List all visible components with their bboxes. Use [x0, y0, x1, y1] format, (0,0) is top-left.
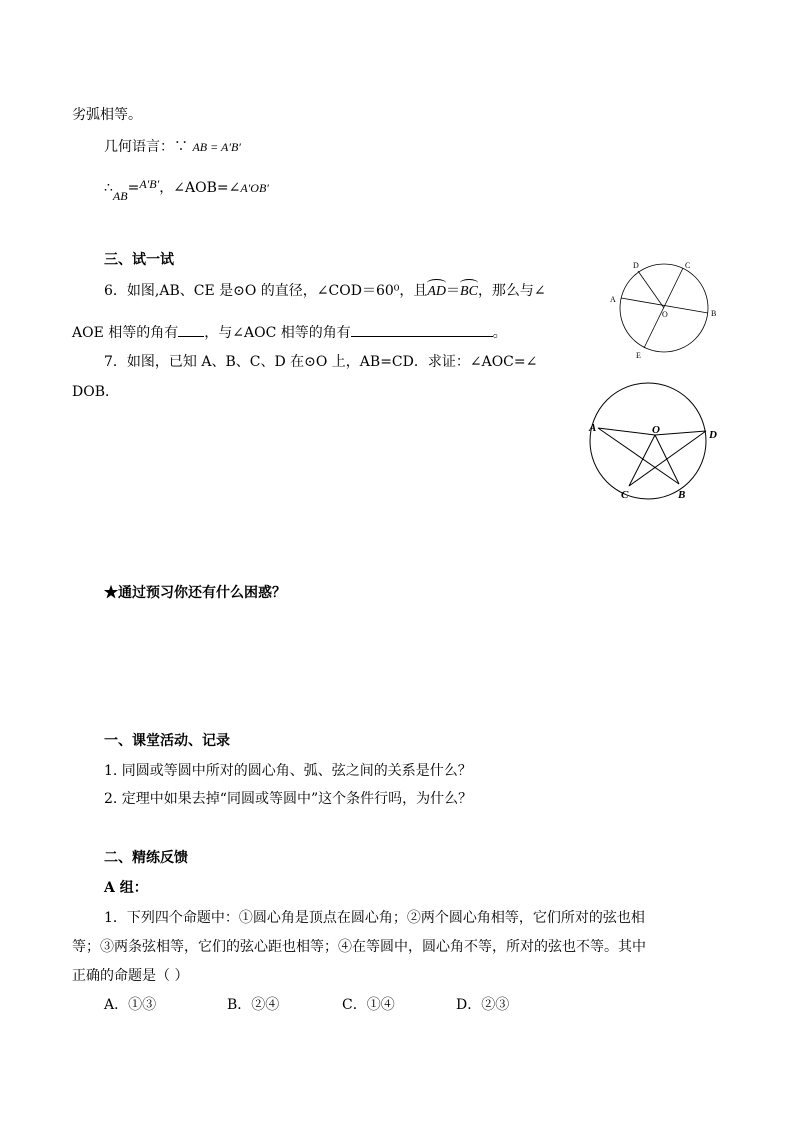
label-b: B [678, 489, 686, 501]
label-b: B [711, 309, 717, 318]
label-a: A [610, 295, 616, 304]
section-heading: 二、精练反馈 [104, 850, 188, 866]
figure-circle-diameters [608, 258, 728, 362]
label-e: E [636, 351, 641, 360]
question-7-line1: 7．如图，已知 A、B、C、D 在⊙O 上，AB=CD．求证：∠AOC=∠ [104, 354, 538, 370]
q6-text-2b: ，与∠AOC 相等的角有 [204, 325, 351, 341]
option-d: D．②③ [456, 997, 510, 1013]
label-c: C [685, 261, 691, 270]
therefore-symbol: ∴ [104, 180, 113, 196]
segment-ob [655, 435, 679, 484]
question-6-line2 [72, 322, 507, 343]
group-label: A 组： [104, 880, 148, 896]
question-7-line2: DOB． [72, 384, 119, 400]
question-1-line3: 正确的命题是（ ） [72, 968, 189, 984]
arc-a1b1: A′B′ [139, 177, 160, 191]
section-heading: 一、课堂活动、记录 [104, 733, 230, 749]
geometry-language [104, 137, 241, 157]
segment-od [655, 431, 706, 435]
question-1-line2: 等；③两条弦相等，它们的弦心距也相等；④在等圆中，圆心角不等，所对的弦也不等。其中 [72, 939, 646, 955]
chord-ab [598, 428, 679, 484]
text-line: 劣弧相等。 [72, 107, 142, 123]
question-1-line1: 1．下列四个命题中：①圆心角是顶点在圆心角；②两个圆心角相等，它们所对的弦也相 [104, 910, 645, 926]
list-item: 2. 定理中如果去掉“同圆或等圆中”这个条件行吗，为什么？ [104, 791, 473, 807]
equals-sign: = [127, 180, 140, 196]
label-a: A [589, 422, 597, 434]
label-o: O [662, 310, 668, 319]
q6-equals: ＝ [446, 283, 461, 299]
section-heading: 三、试一试 [104, 252, 174, 268]
therefore-line [104, 177, 269, 203]
label-o: O [652, 424, 660, 436]
q6-text-post: ，那么与∠ [477, 283, 546, 299]
arc-ad: AD [427, 282, 446, 302]
label-c: C [621, 489, 629, 501]
answer-blank[interactable] [178, 322, 204, 337]
option-b: B．②④ [227, 997, 280, 1013]
label-d: D [709, 429, 717, 441]
arc-bc: BC [460, 282, 478, 302]
figure-circle-star [585, 378, 725, 504]
q6-text-pre: 6．如图,AB、CE 是⊙O 的直径，∠COD＝60⁰，且 [104, 283, 428, 299]
question-6-line1 [104, 281, 546, 302]
option-a: A．①③ [104, 997, 157, 1013]
q6-text-2a: AOE 相等的角有 [72, 325, 179, 341]
angle-tail: A′OB′ [240, 181, 269, 195]
q6-text-2c: 。 [492, 325, 507, 341]
geometry-label: 几何语言：∵ [104, 139, 193, 155]
circle-outline [590, 383, 706, 499]
arc-ab: AB [112, 189, 128, 203]
chord-cd [629, 431, 706, 486]
label-d: D [633, 261, 639, 270]
preview-question: ★通过预习你还有什么困惑？ [104, 585, 286, 601]
option-c: C．①④ [342, 997, 395, 1013]
list-item: 1. 同圆或等圆中所对的圆心角、弧、弦之间的关系是什么？ [104, 763, 472, 779]
angle-text: ，∠AOB=∠ [159, 180, 241, 196]
radius-od [638, 271, 664, 308]
segment-oc [629, 435, 655, 486]
answer-blank[interactable] [351, 322, 493, 337]
geometry-formula: AB = A′B′ [192, 140, 241, 154]
